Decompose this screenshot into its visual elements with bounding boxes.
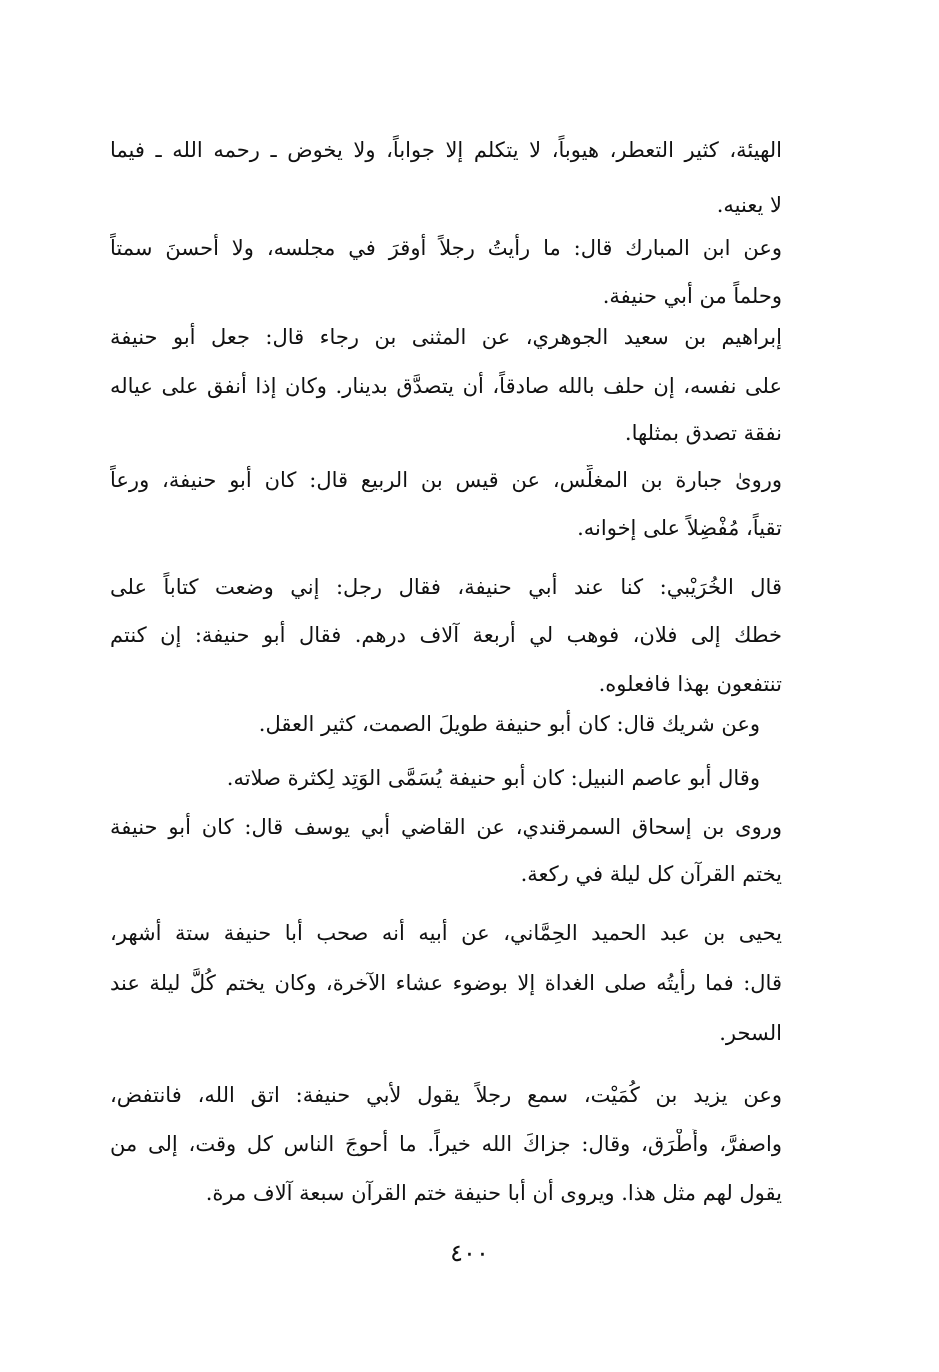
text-line: وروى بن إسحاق السمرقندي، عن القاضي أبي يوسف قال: كان أبو حنيفة [110,815,782,839]
text-line: واصفرَّ، وأَطْرَق، وقال: جزاكَ الله خيراً. ما أحوجَ الناس كل وقت، إلى من [110,1132,782,1156]
text-line: تقياً، مُفْضِلاً على إخوانه. [577,516,782,540]
text-line: السحر. [719,1021,782,1045]
text-line: لا يعنيه. [716,193,782,217]
text-line: وروىٰ جبارة بن المغلِّس، عن قيس بن الربيع قال: كان أبو حنيفة، ورعاً [110,468,782,492]
text-line: يحيى بن عبد الحميد الحِمَّاني، عن أبيه أنه صحب أبا حنيفة ستة أشهر، [110,921,782,945]
text-line: قال الخُرَيْبي: كنا عند أبي حنيفة، فقال رجل: إني وضعت كتاباً على [110,575,782,599]
text-line: على نفسه، إن حلف بالله صادقاً، أن يتصدَّق بدينار. وكان إذا أنفق على عياله [110,374,782,398]
text-line: يقول لهم مثل هذا. ويروى أن أبا حنيفة ختم القرآن سبعة آلاف مرة. [205,1181,782,1205]
text-line: إبراهيم بن سعيد الجوهري، عن المثنى بن رجاء قال: جعل أبو حنيفة [110,325,782,349]
text-line: وعن شريك قال: كان أبو حنيفة طويلَ الصمت، كثير العقل. [258,712,760,736]
text-line: نفقة تصدق بمثلها. [624,421,782,445]
text-line: الهيئة، كثير التعطر، هيوباً، لا يتكلم إلا جواباً، ولا يخوض ـ رحمه الله ـ فيما [110,138,782,162]
text-line: وحلماً من أبي حنيفة. [602,284,782,308]
text-line: خطك إلى فلان، فوهب لي أربعة آلاف درهم. فقال أبو حنيفة: إن كنتم [110,623,782,647]
page-number: ٤٠٠ [450,1239,489,1267]
text-line: تنتفعون بهذا فافعلوه. [598,672,782,696]
text-line: وعن يزيد بن كُمَيْت، سمع رجلاً يقول لأبي حنيفة: اتق الله، فانتفض، [110,1083,782,1107]
text-line: يختم القرآن كل ليلة في ركعة. [520,862,782,886]
text-line: وقال أبو عاصم النبيل: كان أبو حنيفة يُسَمَّى الوَتِد لِكثرة صلاته. [226,766,760,790]
text-line: وعن ابن المبارك قال: ما رأيتُ رجلاً أوقرَ في مجلسه، ولا أحسنَ سمتاً [110,236,782,260]
text-line: قال: فما رأيتُه صلى الغداة إلا بوضوء عشاء الآخرة، وكان يختم كُلَّ ليلة عند [110,971,782,995]
